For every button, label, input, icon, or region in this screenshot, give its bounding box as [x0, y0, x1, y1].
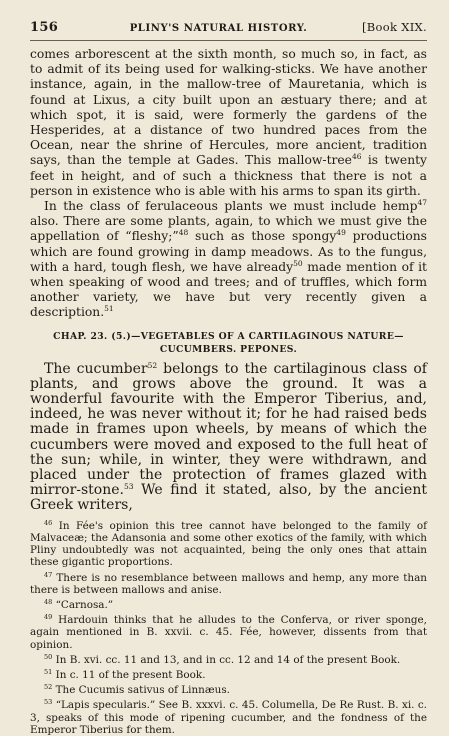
footnote: $^{48}$ “Carnosa.” [44, 597, 114, 611]
page-number: 156 [30, 20, 59, 35]
book-label: [Book XIX. [362, 20, 427, 34]
footnote-ref: 50 [293, 258, 303, 268]
running-header [30, 20, 427, 38]
footnote: $^{46}$ In Fée's opinion this tree cannot have belonged to the family of Malvaceæ; the Adansonia and some other exotics of the family, with which Pliny undoubtedly was not acquainted, being the only ones that attain these gigantic proportions. [30, 518, 427, 569]
footnote: $^{51}$ In c. 11 of the present Book. [44, 667, 206, 681]
main-text [30, 47, 427, 514]
paragraph-1: comes arborescent at the sixth month, so much so, in fact, as to admit of its being used for walking-sticks. We have another instance, again, in the mallow-tree of Mauretania, which is found at Lixus, a city built upon an æstuary there; and at which spot, it is said, were formerly the gardens of the Hesperides, at a distance of two hundred paces from the Ocean, near the shrine of Hercules, more ancient, tradition says, than the temple at Gades. This mallow-tree$^{46}$ is twenty feet in height, and of such a thickness that there is not a person in existence who is able with his arms to span its girth. [30, 47, 427, 198]
footnote: $^{50}$ In B. xvi. cc. 11 and 13, and in cc. 12 and 14 of the present Book. [44, 652, 401, 666]
footnote: $^{47}$ There is no resemblance between mallows and hemp, any more than there is between mallows and anise. [30, 570, 427, 596]
header-rule [30, 40, 427, 41]
running-title: PLINY'S NATURAL HISTORY. [129, 23, 308, 34]
footnote-ref: 52 [147, 360, 158, 370]
footnote-ref: 51 [104, 304, 114, 314]
footnote: $^{49}$ Hardouin thinks that he alludes to the Conferva, or river sponge, again mentioned in B. xxvii. c. 45. Fée, however, dissents from that opinion. [30, 613, 427, 651]
footnote: $^{53}$ “Lapis specularis.” See B. xxxvi. c. 45. Columella, De Re Rust. B. xi. c. 3, speaks of this mode of ripening cucumber, and the fondness of the Emperor Tiberius for them. [30, 698, 427, 736]
paragraph-2: In the class of ferulaceous plants we must include hemp$^{47}$ also. There are some plants, again, to which we must give the appellation of “fleshy;”$^{48}$ such as those spongy$^{49}$ productions which are found growing in damp meadows. As to the fungus, with a hard, tough flesh, we have already$^{50}$ made mention of it when speaking of wood and trees; and of truffles, which form another variety, we have but very recently given a description.$^{51}$ [30, 198, 427, 320]
chapter-heading: CHAP. 23. (5.)—VEGETABLES OF A CARTILAGINOUS NATURE— CUCUMBERS. PEPONES. [53, 330, 404, 355]
footnotes [30, 517, 427, 736]
footnote: $^{52}$ The Cucumis sativus of Linnæus. [44, 683, 230, 697]
footnote-ref: 48 [178, 228, 189, 238]
footnote-ref: 46 [351, 152, 362, 162]
footnote-ref: 49 [336, 228, 346, 238]
paragraph-3: The cucumber$^{52}$ belongs to the cartilaginous class of plants, and grows above the ground. It was a wonderful favourite with the Emperor Tiberius, and, indeed, he was never without it; for he had raised beds made in frames upon wheels, by means of which the cucumbers were moved and exposed to the full heat of the sun; while, in winter, they were withdrawn, and placed under the protection of frames glazed with mirror-stone.$^{53}$ We find it stated, also, by the ancient Greek writers, [30, 360, 427, 514]
footnote-ref: 53 [123, 482, 134, 492]
footnote-ref: 47 [417, 198, 427, 208]
